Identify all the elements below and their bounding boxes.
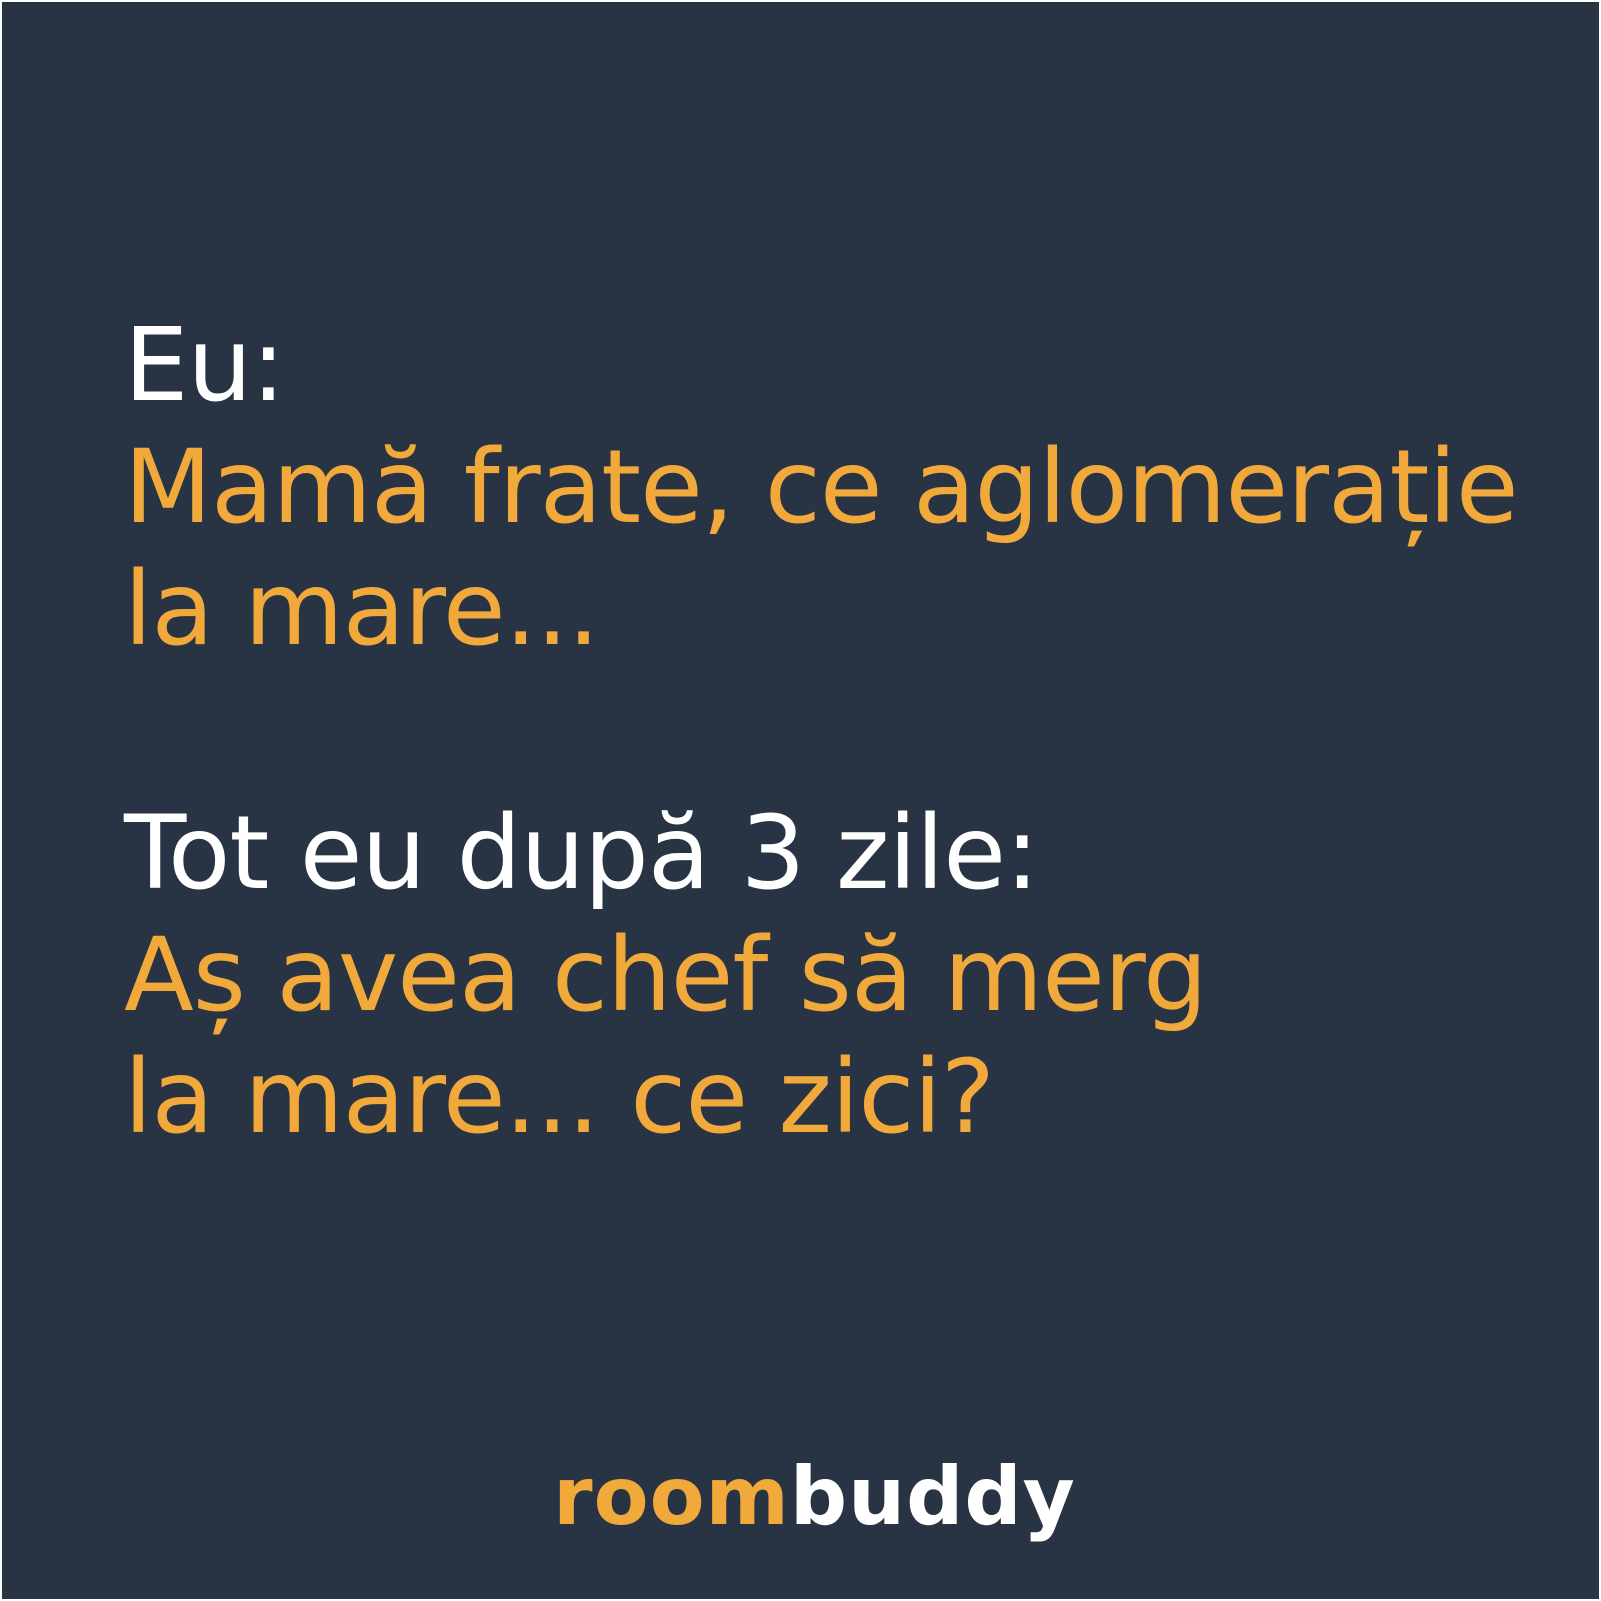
quote-block: [124, 305, 1524, 1159]
quote-line-1: Mamă frate, ce aglomerație: [124, 428, 1518, 547]
quote-line-4: la mare... ce zici?: [124, 1038, 994, 1157]
logo-part-room: room: [553, 1450, 790, 1543]
quote-line-3: Aș avea chef să merg: [124, 916, 1207, 1035]
speaker-label-1: Eu:: [124, 306, 285, 425]
paragraph-spacer: [124, 671, 1524, 793]
quote-line-2: la mare...: [124, 550, 599, 669]
speaker-label-2: Tot eu după 3 zile:: [124, 794, 1039, 913]
brand-logo: [2, 1449, 1599, 1545]
logo-part-buddy: buddy: [789, 1450, 1076, 1543]
